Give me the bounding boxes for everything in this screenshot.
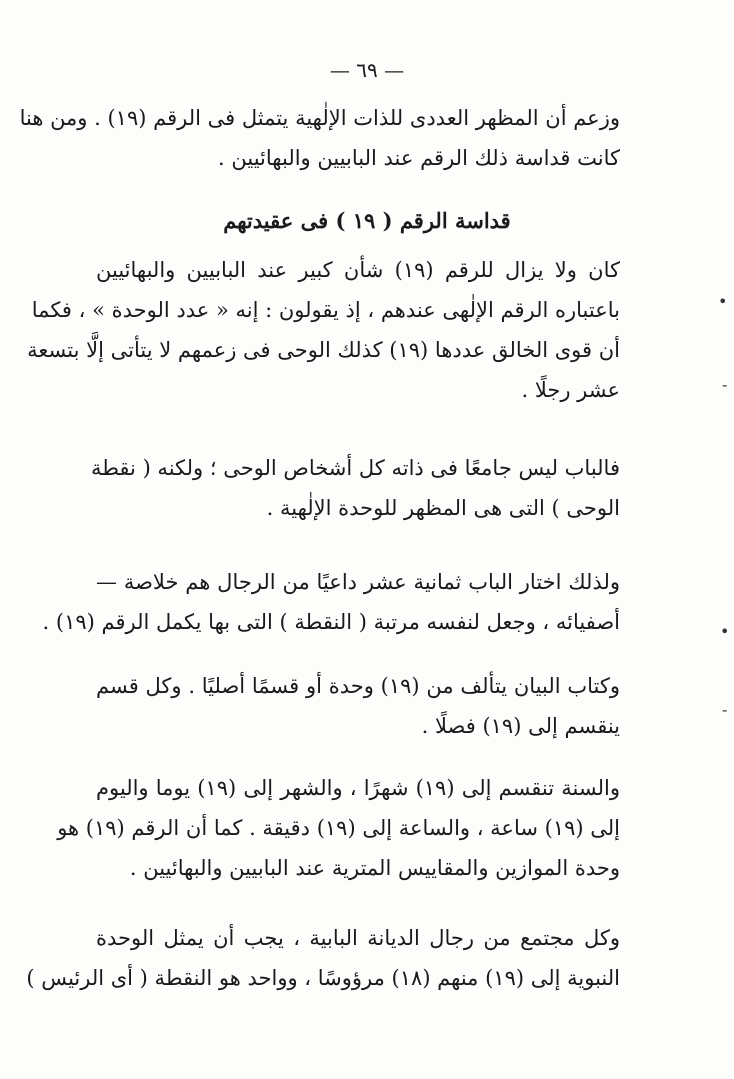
paragraph-7	[26, 918, 620, 998]
paragraph-3	[90, 448, 620, 528]
margin-speck: •	[720, 622, 730, 641]
text-line: فالباب ليس جامعًا فى ذاته كل أشخاص الوحى ؛ ولكنه ( نقطة	[90, 456, 620, 480]
text-line: أن قوى الخالق عددها (١٩) كذلك الوحى فى زعمهم لا يتأتى إلَّا بتسعة	[27, 338, 620, 362]
text-line: النبوية إلى (١٩) منهم (١٨) مرؤوسًا ، وواحد هو النقطة ( أى الرئيس )	[26, 966, 620, 990]
paragraph-1	[19, 98, 620, 178]
text-line: وكل مجتمع من رجال الديانة البابية ، يجب أن يمثل الوحدة	[96, 926, 620, 950]
margin-speck: -	[722, 700, 728, 719]
margin-speck: •	[718, 292, 728, 311]
text-line: أصفيائه ، وجعل لنفسه مرتبة ( النقطة ) التى بها يكمل الرقم (١٩) .	[42, 610, 620, 634]
text-line: وزعم أن المظهر العددى للذات الإلٰهية يتمثل فى الرقم (١٩) . ومن هنا	[19, 106, 620, 130]
text-line: وكتاب البيان يتألف من (١٩) وحدة أو قسمًا أصليًا . وكل قسم	[96, 674, 620, 698]
text-line: الوحى ) التى هى المظهر للوحدة الإلٰهية .	[266, 496, 620, 520]
text-line: إلى (١٩) ساعة ، والساعة إلى (١٩) دقيقة . كما أن الرقم (١٩) هو	[57, 816, 620, 840]
paragraph-6	[57, 768, 620, 888]
text-line: ولذلك اختار الباب ثمانية عشر داعيًا من الرجال هم خلاصة —	[96, 570, 620, 594]
page-number: — ٦٩ —	[329, 58, 405, 82]
text-line: كانت قداسة ذلك الرقم عند البابيين والبهائيين .	[218, 146, 620, 170]
text-line: وحدة الموازين والمقاييس المترية عند البابيين والبهائيين .	[129, 856, 620, 880]
paragraph-2	[27, 250, 621, 410]
paragraph-4	[42, 562, 620, 642]
paragraph-5	[96, 666, 620, 746]
margin-speck: -	[722, 375, 728, 394]
text-line: كان ولا يزال للرقم (١٩) شأن كبير عند البابيين والبهائيين	[96, 258, 621, 282]
text-line: والسنة تنقسم إلى (١٩) شهرًا ، والشهر إلى (١٩) يوما واليوم	[96, 776, 620, 800]
text-line: ينقسم إلى (١٩) فصلًا .	[421, 714, 620, 738]
section-heading: قداسة الرقم ( ١٩ ) فى عقيدتهم	[223, 208, 511, 233]
text-line: باعتباره الرقم الإلٰهى عندهم ، إذ يقولون : إنه « عدد الوحدة » ، فكما	[31, 298, 620, 322]
text-line: عشر رجلًا .	[521, 378, 620, 402]
